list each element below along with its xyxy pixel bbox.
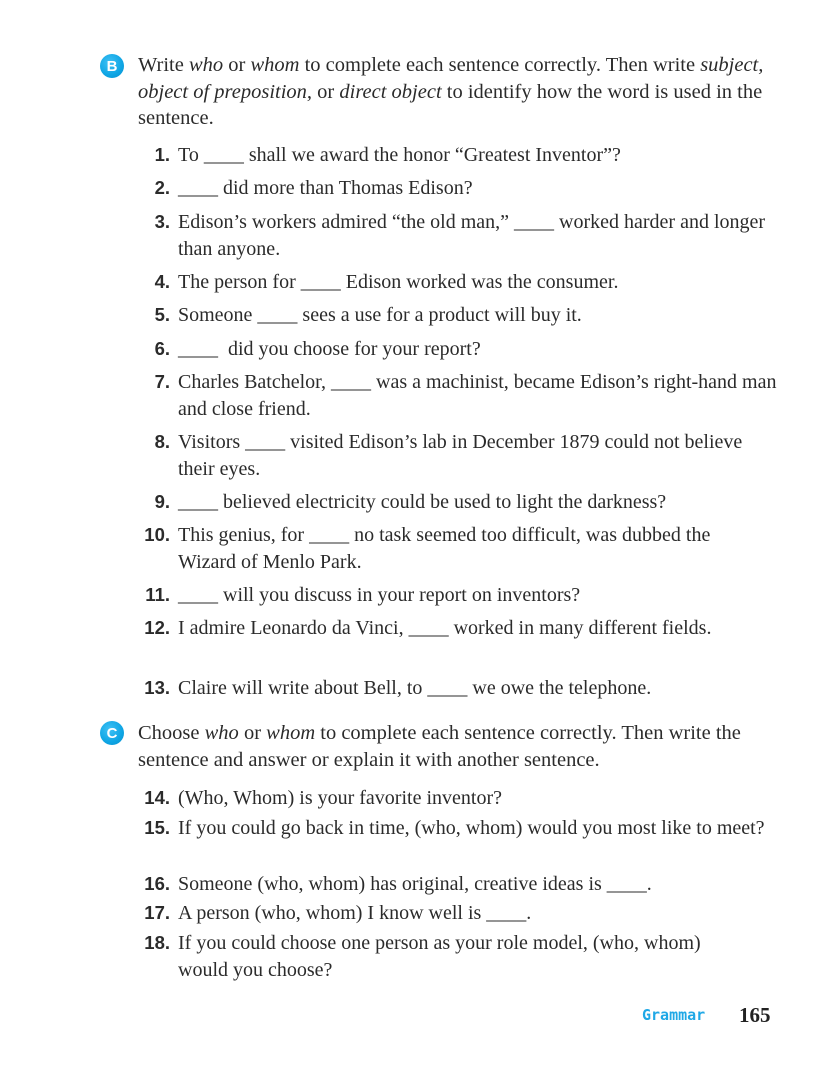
page-number: 165 xyxy=(739,1003,771,1027)
footer-section-label: Grammar xyxy=(642,1006,706,1024)
section-b-instructions: Write who or whom to complete each sentence correctly. Then write subject, object of preposition, or direct object to identify how the word is used in the sentence. xyxy=(138,54,764,129)
section-c-badge-icon: C xyxy=(100,721,124,745)
section-b-badge-icon: B xyxy=(100,54,124,78)
section-c-instructions: Choose who or whom to complete each sentence correctly. Then write the sentence and answer or explain it with another sentence. xyxy=(138,722,741,771)
